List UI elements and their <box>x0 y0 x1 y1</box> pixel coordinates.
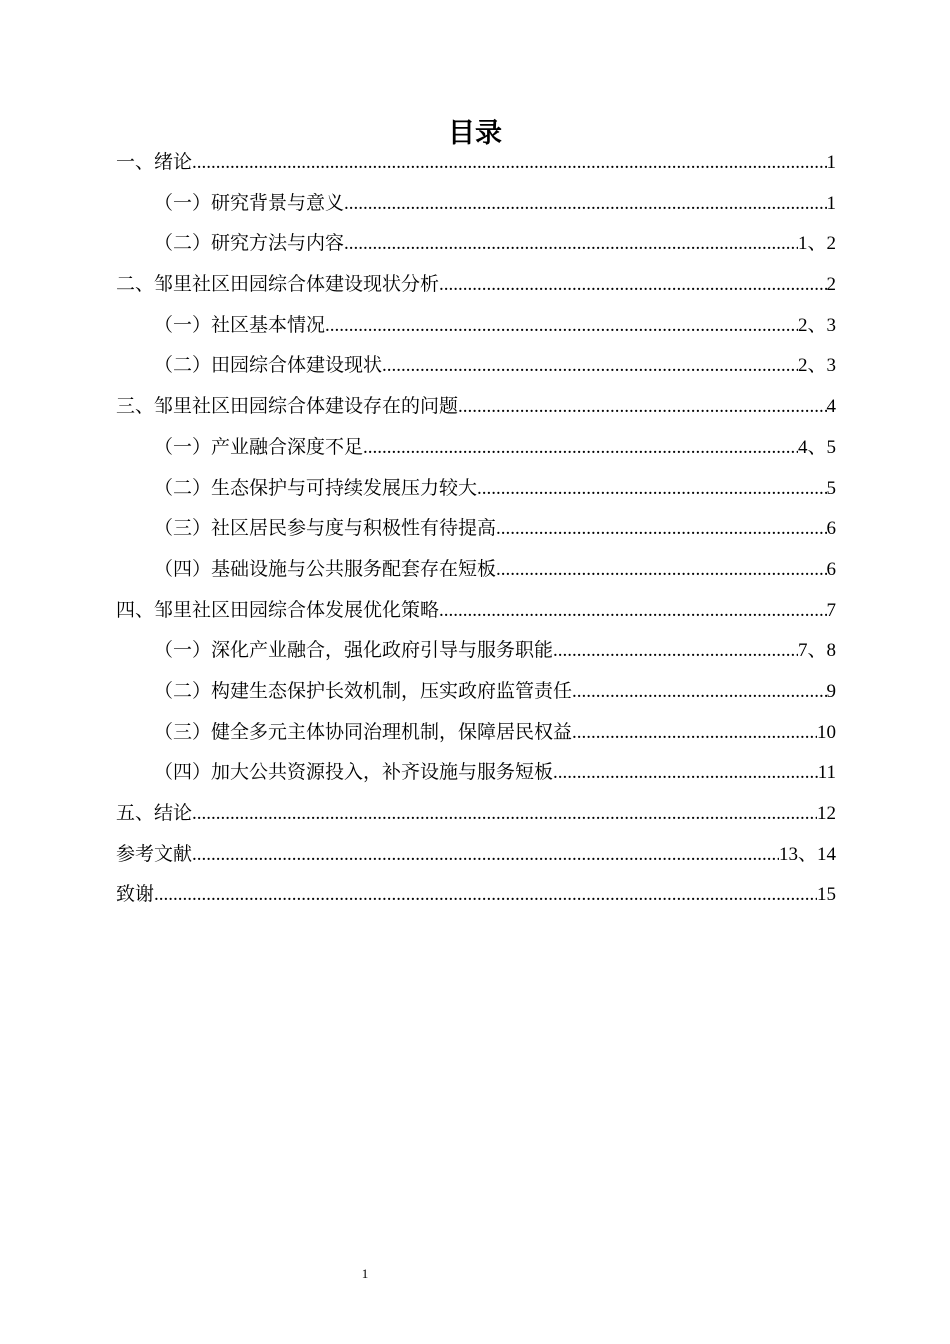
toc-entry-label: （一）社区基本情况 <box>154 313 326 336</box>
toc-entry-page: 1 <box>826 152 836 173</box>
toc-entry[interactable] <box>116 468 836 509</box>
toc-entry-label: （四）基础设施与公共服务配套存在短板 <box>154 557 497 580</box>
dot-leader <box>344 224 798 265</box>
toc-entry-label: （三）健全多元主体协同治理机制，保障居民权益 <box>154 720 573 743</box>
toc-entry-page: 6 <box>826 558 836 580</box>
toc-entry-page: 4、5 <box>797 436 836 458</box>
dot-leader <box>439 591 826 632</box>
dot-leader <box>572 672 826 713</box>
toc-entry-page: 4 <box>826 396 836 418</box>
toc-entry[interactable] <box>116 223 836 264</box>
toc-entry-label: （一）研究背景与意义 <box>154 191 345 214</box>
toc-entry[interactable] <box>116 183 836 224</box>
toc-entry[interactable] <box>116 142 836 183</box>
toc-entry-label: 四、邹里社区田园综合体发展优化策略 <box>116 598 440 621</box>
toc-entry-page: 7 <box>826 599 836 621</box>
toc-entry[interactable] <box>116 834 836 875</box>
dot-leader <box>363 428 798 469</box>
toc-entry-label: （二）田园综合体建设现状 <box>154 354 383 377</box>
toc-entry[interactable] <box>116 427 836 468</box>
toc-entry-page: 5 <box>826 477 836 499</box>
toc-entry[interactable] <box>116 386 836 427</box>
toc-entry-page: 12 <box>817 803 836 824</box>
toc-entry-label: （二）生态保护与可持续发展压力较大 <box>154 476 478 499</box>
toc-title: 目录 <box>448 118 502 149</box>
toc-entry-label: 致谢 <box>116 883 155 906</box>
toc-entry-page: 11 <box>817 762 836 784</box>
toc-entry[interactable] <box>116 345 836 386</box>
toc-list <box>116 142 836 915</box>
dot-leader <box>477 469 826 510</box>
toc-entry-page: 2、3 <box>797 314 836 336</box>
toc-entry-page: 1 <box>826 192 836 214</box>
toc-entry-label: （二）构建生态保护长效机制，压实政府监管责任 <box>154 679 573 702</box>
toc-entry-label: 三、邹里社区田园综合体建设存在的问题 <box>116 395 459 418</box>
toc-entry-page: 6 <box>826 518 836 540</box>
toc-entry-label: （一）深化产业融合，强化政府引导与服务职能 <box>154 639 554 662</box>
toc-entry-page: 7、8 <box>797 640 836 662</box>
toc-entry[interactable] <box>116 752 836 793</box>
dot-leader <box>192 143 826 184</box>
toc-entry-label: 一、绪论 <box>116 151 193 173</box>
toc-entry[interactable] <box>116 874 836 915</box>
dot-leader <box>382 346 798 387</box>
dot-leader <box>154 875 817 916</box>
page-number: 1 <box>361 1266 369 1281</box>
toc-entry-page: 15 <box>817 884 836 906</box>
toc-entry[interactable] <box>116 549 836 590</box>
toc-entry[interactable] <box>116 671 836 712</box>
dot-leader <box>192 835 779 876</box>
toc-entry-label: 五、结论 <box>116 802 193 824</box>
toc-entry-label: （一）产业融合深度不足 <box>154 435 364 458</box>
toc-entry-page: 2 <box>826 274 836 296</box>
toc-entry-page: 1、2 <box>797 233 836 255</box>
dot-leader <box>553 753 818 794</box>
toc-entry[interactable] <box>116 793 836 834</box>
dot-leader <box>458 387 826 428</box>
toc-entry-label: 二、邹里社区田园综合体建设现状分析 <box>116 273 440 296</box>
toc-entry-label: （四）加大公共资源投入，补齐设施与服务短板 <box>154 761 554 784</box>
dot-leader <box>553 631 798 672</box>
dot-leader <box>572 713 817 754</box>
toc-entry-label: （二）研究方法与内容 <box>154 232 345 255</box>
dot-leader <box>344 184 826 225</box>
toc-entry-label: 参考文献 <box>116 842 193 865</box>
toc-entry-page: 13、14 <box>778 843 836 865</box>
dot-leader <box>439 265 826 306</box>
toc-entry[interactable] <box>116 590 836 631</box>
toc-entry-page: 2、3 <box>797 355 836 377</box>
toc-entry[interactable] <box>116 305 836 346</box>
toc-entry-page: 10 <box>817 721 836 743</box>
toc-entry[interactable] <box>116 630 836 671</box>
dot-leader <box>192 794 817 835</box>
dot-leader <box>325 306 798 347</box>
dot-leader <box>496 550 826 591</box>
toc-entry[interactable] <box>116 508 836 549</box>
dot-leader <box>496 509 826 550</box>
toc-entry-page: 9 <box>826 680 836 702</box>
toc-entry[interactable] <box>116 712 836 753</box>
toc-entry[interactable] <box>116 264 836 305</box>
toc-entry-label: （三）社区居民参与度与积极性有待提高 <box>154 517 497 540</box>
